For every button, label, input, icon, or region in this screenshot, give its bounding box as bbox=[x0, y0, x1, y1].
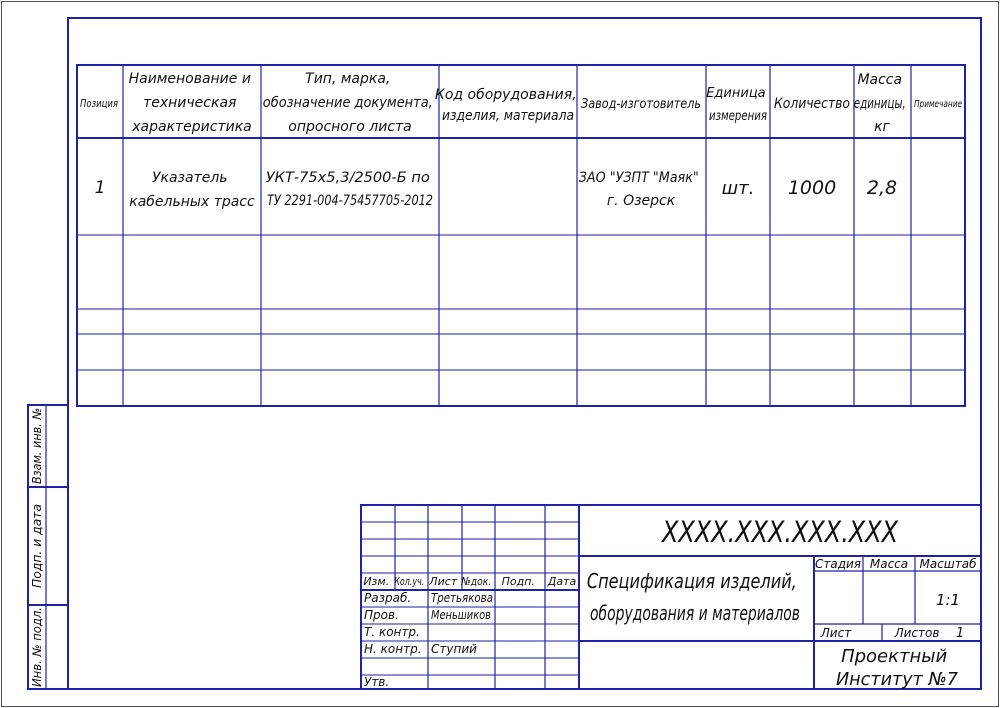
side-stamp bbox=[28, 402, 68, 689]
header-type: Тип, марка, обозначение документа, опросного листа bbox=[262, 71, 433, 135]
cell-unit: шт. bbox=[721, 178, 755, 199]
organization-name: Проектный Институт №7 bbox=[836, 646, 959, 690]
header-mass: Масса единицы, кг bbox=[853, 72, 906, 135]
side-label-replace-inv: Взам. инв. № bbox=[30, 402, 44, 484]
title-block bbox=[361, 505, 981, 690]
scale-value: 1:1 bbox=[935, 591, 961, 609]
table-row bbox=[95, 170, 898, 210]
cell-type: УКТ-75х5,3/2500-Б по ТУ 2291-004-75457705-2012 bbox=[265, 170, 434, 209]
cell-mass: 2,8 bbox=[866, 177, 898, 199]
doc-title: Спецификация изделий, оборудования и материалов bbox=[586, 569, 800, 625]
sheets-label: Листов bbox=[894, 626, 940, 640]
header-quantity: Количество bbox=[774, 96, 850, 112]
mass-label: Масса bbox=[869, 557, 909, 571]
cell-quantity: 1000 bbox=[787, 177, 837, 199]
header-note: Примечание bbox=[914, 99, 962, 110]
tb-col-headers: Изм. Кол.уч. Лист №док. Подп. Дата bbox=[363, 575, 577, 588]
header-position: Позиция bbox=[80, 97, 119, 110]
sheet-label: Лист bbox=[820, 626, 852, 640]
tb-roles: Разраб. Пров. Т. контр. Н. контр. Утв. bbox=[364, 591, 422, 689]
tb-names: Третьякова Меньшиков Ступий bbox=[431, 591, 493, 656]
stage-label: Стадия bbox=[814, 557, 862, 571]
scale-label: Масштаб bbox=[919, 557, 977, 571]
header-unit: Единица измерения bbox=[706, 86, 768, 124]
side-label-orig-inv: Инв. № подл. bbox=[30, 604, 44, 687]
sheets-value: 1 bbox=[955, 626, 965, 641]
header-manufacturer: Завод-изготовитель bbox=[581, 97, 701, 112]
cell-manufacturer: ЗАО "УЗПТ "Маяк" г. Озерск bbox=[578, 170, 699, 209]
header-code: Код оборудования, изделия, материала bbox=[434, 87, 577, 124]
side-label-sign-date: Подп. и дата bbox=[30, 506, 44, 588]
cell-position: 1 bbox=[94, 178, 106, 198]
header-name: Наименование и техническая характеристика bbox=[128, 71, 252, 135]
doc-designation: XXXX.XXX.XXX.XXX bbox=[660, 515, 899, 549]
cell-name: Указатель кабельных трасс bbox=[129, 170, 255, 210]
spec-table bbox=[77, 65, 965, 406]
